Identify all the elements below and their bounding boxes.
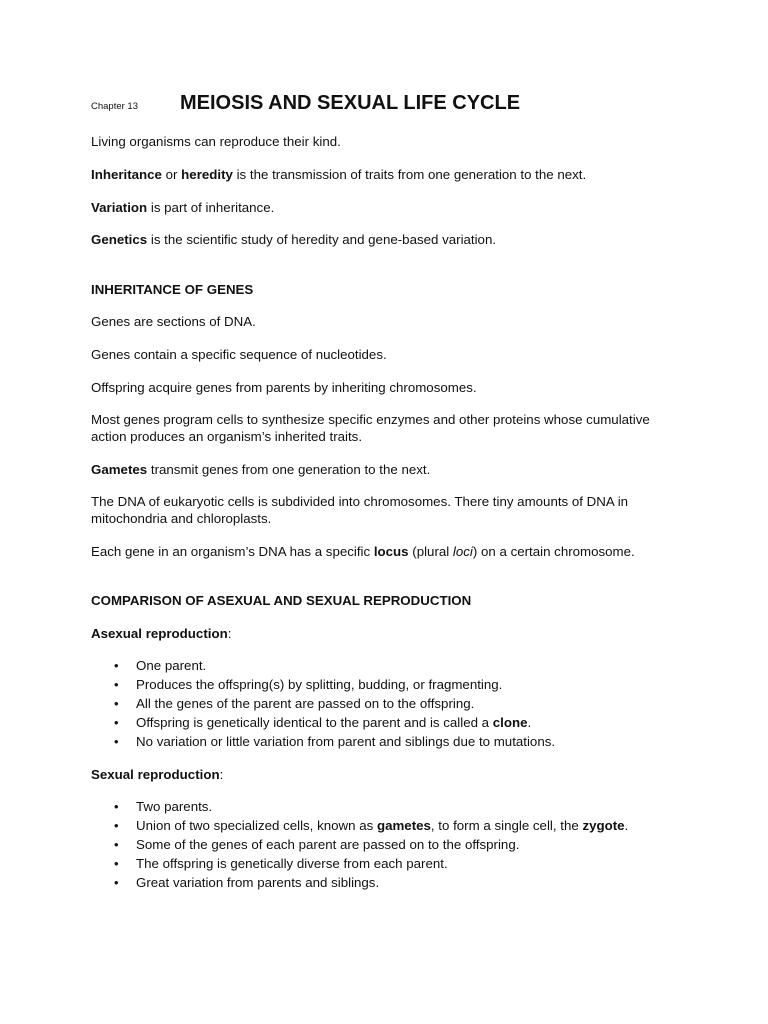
list-item [91, 713, 691, 732]
text-fragment: . [527, 715, 532, 730]
text-fragment: Each gene in an organism’s DNA has a specific [91, 544, 374, 559]
text-fragment: Great variation from parents and siblings. [136, 875, 380, 890]
list-item [91, 694, 691, 713]
text-fragment: is part of inheritance. [147, 200, 275, 215]
term-variation: Variation [91, 200, 148, 215]
text-line: Most genes program cells to synthesize specific enzymes and other proteins whose cumulative [91, 412, 650, 427]
chapter-header [91, 92, 520, 115]
text-fragment: The offspring is genetically diverse from each parent. [136, 856, 448, 871]
text-fragment: is the scientific study of heredity and gene-based variation. [147, 232, 497, 247]
section-heading-comparison: COMPARISON OF ASEXUAL AND SEXUAL REPRODUCTION [91, 593, 472, 608]
text-fragment: Offspring is genetically identical to the parent and is called a [136, 715, 493, 730]
intro-paragraph-3 [91, 199, 691, 216]
term-locus: locus [373, 544, 409, 559]
text-fragment: or [161, 167, 182, 182]
text-line: mitochondria and chloroplasts. [91, 511, 272, 526]
intro-paragraph-1 [91, 133, 691, 150]
intro-paragraph-2 [91, 166, 691, 183]
inheritance-paragraph-7 [91, 543, 691, 560]
term-clone: clone [492, 715, 528, 730]
term-gametes: gametes [376, 818, 431, 833]
term-gametes: Gametes [91, 462, 148, 477]
text-fragment: No variation or little variation from parent and siblings due to mutations. [136, 734, 556, 749]
term-inheritance: Inheritance [91, 167, 162, 182]
label-sexual-reproduction: Sexual reproduction [91, 767, 220, 782]
text-fragment: Union of two specialized cells, known as [136, 818, 377, 833]
list-item [91, 816, 691, 835]
text-fragment: is the transmission of traits from one generation to the next. [232, 167, 587, 182]
list-item [91, 732, 691, 751]
text-fragment: : [227, 626, 232, 641]
text-fragment: Some of the genes of each parent are passed on to the offspring. [136, 837, 520, 852]
asexual-list [91, 656, 691, 751]
intro-paragraph-4 [91, 231, 691, 248]
text-fragment: Two parents. [136, 799, 213, 814]
section-heading-inheritance: INHERITANCE OF GENES [91, 282, 254, 297]
term-heredity: heredity [181, 167, 233, 182]
subheading-sexual [91, 766, 223, 783]
inheritance-paragraph-4 [91, 411, 691, 445]
text-fragment: Genes are sections of DNA. [91, 314, 256, 329]
inheritance-paragraph-2 [91, 346, 691, 363]
text-fragment: One parent. [136, 658, 207, 673]
text-line: action produces an organism’s inherited traits. [91, 429, 363, 444]
term-genetics: Genetics [91, 232, 148, 247]
text-fragment: : [219, 767, 224, 782]
list-item [91, 797, 691, 816]
inheritance-paragraph-6 [91, 493, 691, 527]
list-item [91, 656, 691, 675]
text-fragment: ) on a certain chromosome. [472, 544, 635, 559]
term-loci: loci [452, 544, 473, 559]
text-fragment: Produces the offspring(s) by splitting, budding, or fragmenting. [136, 677, 503, 692]
inheritance-paragraph-3 [91, 379, 691, 396]
sexual-list [91, 797, 691, 892]
list-item [91, 835, 691, 854]
text-fragment: Offspring acquire genes from parents by inheriting chromosomes. [91, 380, 477, 395]
list-item [91, 675, 691, 694]
text-fragment: All the genes of the parent are passed on to the offspring. [136, 696, 475, 711]
chapter-label: Chapter 13 [91, 101, 139, 112]
text-fragment: . [624, 818, 629, 833]
inheritance-paragraph-1 [91, 313, 691, 330]
term-zygote: zygote [582, 818, 625, 833]
text-fragment: Genes contain a specific sequence of nucleotides. [91, 347, 387, 362]
inheritance-paragraph-5 [91, 461, 691, 478]
subheading-asexual [91, 625, 231, 642]
intro-text: Living organisms can reproduce their kind. [91, 134, 341, 149]
label-asexual-reproduction: Asexual reproduction [91, 626, 228, 641]
list-item [91, 873, 691, 892]
text-fragment: , to form a single cell, the [430, 818, 583, 833]
page-title: MEIOSIS AND SEXUAL LIFE CYCLE [180, 92, 521, 114]
text-line: The DNA of eukaryotic cells is subdivided into chromosomes. There tiny amounts of DNA in [91, 494, 629, 509]
text-fragment: transmit genes from one generation to the next. [147, 462, 431, 477]
list-item [91, 854, 691, 873]
text-fragment: (plural [408, 544, 453, 559]
